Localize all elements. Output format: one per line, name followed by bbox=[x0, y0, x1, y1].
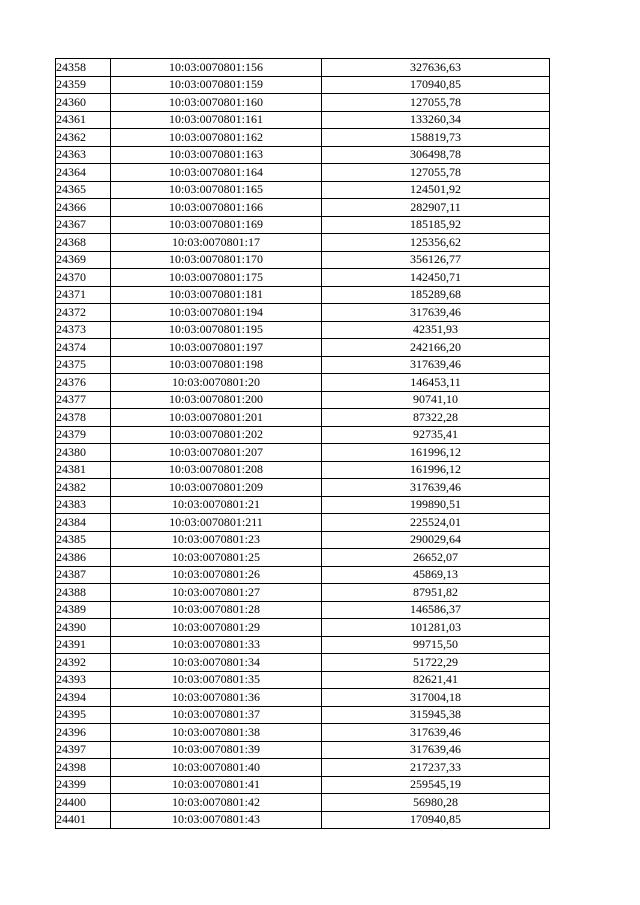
cadastral-number-cell: 10:03:0070801:160 bbox=[111, 94, 322, 112]
cadastral-number-cell: 10:03:0070801:195 bbox=[111, 321, 322, 339]
row-number-cell: 24391 bbox=[56, 636, 111, 654]
table-row bbox=[56, 94, 550, 112]
row-number-cell: 24383 bbox=[56, 496, 111, 514]
table-row bbox=[56, 111, 550, 129]
cadastral-value-cell: 327636,63 bbox=[322, 59, 550, 77]
row-number-cell: 24392 bbox=[56, 654, 111, 672]
row-number-cell: 24388 bbox=[56, 584, 111, 602]
table-row bbox=[56, 76, 550, 94]
table-row bbox=[56, 181, 550, 199]
table-row bbox=[56, 129, 550, 147]
cadastral-value-cell: 317639,46 bbox=[322, 479, 550, 497]
cadastral-value-cell: 199890,51 bbox=[322, 496, 550, 514]
cadastral-number-cell: 10:03:0070801:25 bbox=[111, 549, 322, 567]
table-row bbox=[56, 286, 550, 304]
cadastral-number-cell: 10:03:0070801:164 bbox=[111, 164, 322, 182]
row-number-cell: 24368 bbox=[56, 234, 111, 252]
table-row bbox=[56, 584, 550, 602]
table-body bbox=[56, 59, 550, 829]
table-row bbox=[56, 619, 550, 637]
cadastral-number-cell: 10:03:0070801:17 bbox=[111, 234, 322, 252]
cadastral-value-cell: 306498,78 bbox=[322, 146, 550, 164]
cadastral-value-cell: 161996,12 bbox=[322, 444, 550, 462]
cadastral-number-cell: 10:03:0070801:35 bbox=[111, 671, 322, 689]
cadastral-value-cell: 315945,38 bbox=[322, 706, 550, 724]
row-number-cell: 24361 bbox=[56, 111, 111, 129]
cadastral-value-cell: 92735,41 bbox=[322, 426, 550, 444]
cadastral-number-cell: 10:03:0070801:33 bbox=[111, 636, 322, 654]
cadastral-number-cell: 10:03:0070801:181 bbox=[111, 286, 322, 304]
table-row bbox=[56, 234, 550, 252]
cadastral-number-cell: 10:03:0070801:200 bbox=[111, 391, 322, 409]
cadastral-number-cell: 10:03:0070801:162 bbox=[111, 129, 322, 147]
row-number-cell: 24385 bbox=[56, 531, 111, 549]
row-number-cell: 24397 bbox=[56, 741, 111, 759]
cadastral-value-cell: 170940,85 bbox=[322, 76, 550, 94]
table-row bbox=[56, 636, 550, 654]
table-row bbox=[56, 689, 550, 707]
table-row bbox=[56, 741, 550, 759]
cadastral-value-cell: 26652,07 bbox=[322, 549, 550, 567]
cadastral-value-cell: 45869,13 bbox=[322, 566, 550, 584]
table-row bbox=[56, 216, 550, 234]
row-number-cell: 24371 bbox=[56, 286, 111, 304]
cadastral-number-cell: 10:03:0070801:41 bbox=[111, 776, 322, 794]
cadastral-value-cell: 242166,20 bbox=[322, 339, 550, 357]
table-row bbox=[56, 514, 550, 532]
row-number-cell: 24377 bbox=[56, 391, 111, 409]
row-number-cell: 24367 bbox=[56, 216, 111, 234]
row-number-cell: 24375 bbox=[56, 356, 111, 374]
table-row bbox=[56, 199, 550, 217]
table-row bbox=[56, 776, 550, 794]
row-number-cell: 24359 bbox=[56, 76, 111, 94]
cadastral-value-cell: 142450,71 bbox=[322, 269, 550, 287]
cadastral-number-cell: 10:03:0070801:201 bbox=[111, 409, 322, 427]
table-row bbox=[56, 426, 550, 444]
table-row bbox=[56, 549, 550, 567]
row-number-cell: 24379 bbox=[56, 426, 111, 444]
cadastral-number-cell: 10:03:0070801:40 bbox=[111, 759, 322, 777]
cadastral-number-cell: 10:03:0070801:163 bbox=[111, 146, 322, 164]
table-row bbox=[56, 601, 550, 619]
table-row bbox=[56, 269, 550, 287]
row-number-cell: 24369 bbox=[56, 251, 111, 269]
row-number-cell: 24374 bbox=[56, 339, 111, 357]
cadastral-value-cell: 124501,92 bbox=[322, 181, 550, 199]
cadastral-value-cell: 127055,78 bbox=[322, 164, 550, 182]
table-row bbox=[56, 374, 550, 392]
cadastral-number-cell: 10:03:0070801:194 bbox=[111, 304, 322, 322]
table-row bbox=[56, 321, 550, 339]
cadastral-value-cell: 282907,11 bbox=[322, 199, 550, 217]
row-number-cell: 24398 bbox=[56, 759, 111, 777]
cadastral-value-cell: 87951,82 bbox=[322, 584, 550, 602]
cadastral-value-cell: 42351,93 bbox=[322, 321, 550, 339]
cadastral-value-cell: 87322,28 bbox=[322, 409, 550, 427]
cadastral-number-cell: 10:03:0070801:165 bbox=[111, 181, 322, 199]
cadastral-value-cell: 170940,85 bbox=[322, 811, 550, 829]
cadastral-number-cell: 10:03:0070801:20 bbox=[111, 374, 322, 392]
cadastral-value-cell: 133260,34 bbox=[322, 111, 550, 129]
row-number-cell: 24401 bbox=[56, 811, 111, 829]
table-row bbox=[56, 356, 550, 374]
cadastral-number-cell: 10:03:0070801:23 bbox=[111, 531, 322, 549]
cadastral-number-cell: 10:03:0070801:26 bbox=[111, 566, 322, 584]
cadastral-number-cell: 10:03:0070801:170 bbox=[111, 251, 322, 269]
row-number-cell: 24365 bbox=[56, 181, 111, 199]
table-row bbox=[56, 444, 550, 462]
cadastral-value-cell: 185289,68 bbox=[322, 286, 550, 304]
cadastral-number-cell: 10:03:0070801:175 bbox=[111, 269, 322, 287]
cadastral-value-cell: 290029,64 bbox=[322, 531, 550, 549]
table-row bbox=[56, 461, 550, 479]
cadastral-value-cell: 317004,18 bbox=[322, 689, 550, 707]
row-number-cell: 24400 bbox=[56, 794, 111, 812]
row-number-cell: 24395 bbox=[56, 706, 111, 724]
table-row bbox=[56, 794, 550, 812]
cadastral-number-cell: 10:03:0070801:39 bbox=[111, 741, 322, 759]
table-row bbox=[56, 811, 550, 829]
cadastral-value-cell: 317639,46 bbox=[322, 741, 550, 759]
row-number-cell: 24360 bbox=[56, 94, 111, 112]
table-row bbox=[56, 479, 550, 497]
cadastral-value-cell: 161996,12 bbox=[322, 461, 550, 479]
row-number-cell: 24399 bbox=[56, 776, 111, 794]
cadastral-number-cell: 10:03:0070801:21 bbox=[111, 496, 322, 514]
row-number-cell: 24376 bbox=[56, 374, 111, 392]
row-number-cell: 24396 bbox=[56, 724, 111, 742]
table-row bbox=[56, 671, 550, 689]
row-number-cell: 24387 bbox=[56, 566, 111, 584]
cadastral-value-cell: 146453,11 bbox=[322, 374, 550, 392]
row-number-cell: 24393 bbox=[56, 671, 111, 689]
table-row bbox=[56, 164, 550, 182]
table-row bbox=[56, 409, 550, 427]
cadastral-number-cell: 10:03:0070801:29 bbox=[111, 619, 322, 637]
cadastral-value-cell: 99715,50 bbox=[322, 636, 550, 654]
row-number-cell: 24366 bbox=[56, 199, 111, 217]
table-row bbox=[56, 531, 550, 549]
cadastral-number-cell: 10:03:0070801:197 bbox=[111, 339, 322, 357]
table-row bbox=[56, 304, 550, 322]
row-number-cell: 24358 bbox=[56, 59, 111, 77]
cadastral-number-cell: 10:03:0070801:27 bbox=[111, 584, 322, 602]
table-row bbox=[56, 654, 550, 672]
cadastral-value-cell: 158819,73 bbox=[322, 129, 550, 147]
row-number-cell: 24370 bbox=[56, 269, 111, 287]
table-row bbox=[56, 391, 550, 409]
row-number-cell: 24384 bbox=[56, 514, 111, 532]
cadastral-value-cell: 259545,19 bbox=[322, 776, 550, 794]
cadastral-number-cell: 10:03:0070801:209 bbox=[111, 479, 322, 497]
cadastral-value-cell: 82621,41 bbox=[322, 671, 550, 689]
table-row bbox=[56, 706, 550, 724]
cadastral-number-cell: 10:03:0070801:43 bbox=[111, 811, 322, 829]
cadastral-value-cell: 185185,92 bbox=[322, 216, 550, 234]
table-row bbox=[56, 724, 550, 742]
row-number-cell: 24380 bbox=[56, 444, 111, 462]
table-row bbox=[56, 251, 550, 269]
cadastral-value-cell: 317639,46 bbox=[322, 304, 550, 322]
cadastral-value-cell: 51722,29 bbox=[322, 654, 550, 672]
cadastral-number-cell: 10:03:0070801:208 bbox=[111, 461, 322, 479]
cadastral-number-cell: 10:03:0070801:207 bbox=[111, 444, 322, 462]
cadastral-number-cell: 10:03:0070801:202 bbox=[111, 426, 322, 444]
cadastral-value-cell: 225524,01 bbox=[322, 514, 550, 532]
cadastral-number-cell: 10:03:0070801:211 bbox=[111, 514, 322, 532]
table-row bbox=[56, 146, 550, 164]
cadastral-value-cell: 217237,33 bbox=[322, 759, 550, 777]
cadastral-number-cell: 10:03:0070801:156 bbox=[111, 59, 322, 77]
cadastral-value-cell: 125356,62 bbox=[322, 234, 550, 252]
row-number-cell: 24378 bbox=[56, 409, 111, 427]
cadastral-number-cell: 10:03:0070801:42 bbox=[111, 794, 322, 812]
cadastral-value-cell: 101281,03 bbox=[322, 619, 550, 637]
cadastral-value-cell: 356126,77 bbox=[322, 251, 550, 269]
cadastral-number-cell: 10:03:0070801:28 bbox=[111, 601, 322, 619]
row-number-cell: 24382 bbox=[56, 479, 111, 497]
row-number-cell: 24389 bbox=[56, 601, 111, 619]
row-number-cell: 24372 bbox=[56, 304, 111, 322]
cadastral-number-cell: 10:03:0070801:38 bbox=[111, 724, 322, 742]
row-number-cell: 24394 bbox=[56, 689, 111, 707]
row-number-cell: 24390 bbox=[56, 619, 111, 637]
cadastral-number-cell: 10:03:0070801:34 bbox=[111, 654, 322, 672]
cadastral-number-cell: 10:03:0070801:166 bbox=[111, 199, 322, 217]
table-row bbox=[56, 566, 550, 584]
cadastral-value-cell: 127055,78 bbox=[322, 94, 550, 112]
cadastral-number-cell: 10:03:0070801:36 bbox=[111, 689, 322, 707]
row-number-cell: 24364 bbox=[56, 164, 111, 182]
table-row bbox=[56, 496, 550, 514]
cadastral-value-cell: 317639,46 bbox=[322, 724, 550, 742]
table-row bbox=[56, 59, 550, 77]
cadastral-number-cell: 10:03:0070801:198 bbox=[111, 356, 322, 374]
row-number-cell: 24386 bbox=[56, 549, 111, 567]
row-number-cell: 24381 bbox=[56, 461, 111, 479]
row-number-cell: 24373 bbox=[56, 321, 111, 339]
cadastral-number-cell: 10:03:0070801:161 bbox=[111, 111, 322, 129]
cadastral-value-cell: 90741,10 bbox=[322, 391, 550, 409]
table-row bbox=[56, 339, 550, 357]
cadastral-value-cell: 317639,46 bbox=[322, 356, 550, 374]
cadastral-value-cell: 146586,37 bbox=[322, 601, 550, 619]
table-row bbox=[56, 759, 550, 777]
cadastral-number-cell: 10:03:0070801:169 bbox=[111, 216, 322, 234]
cadastral-number-cell: 10:03:0070801:37 bbox=[111, 706, 322, 724]
row-number-cell: 24363 bbox=[56, 146, 111, 164]
cadastral-value-cell: 56980,28 bbox=[322, 794, 550, 812]
row-number-cell: 24362 bbox=[56, 129, 111, 147]
cadastral-value-table bbox=[55, 58, 550, 829]
cadastral-number-cell: 10:03:0070801:159 bbox=[111, 76, 322, 94]
